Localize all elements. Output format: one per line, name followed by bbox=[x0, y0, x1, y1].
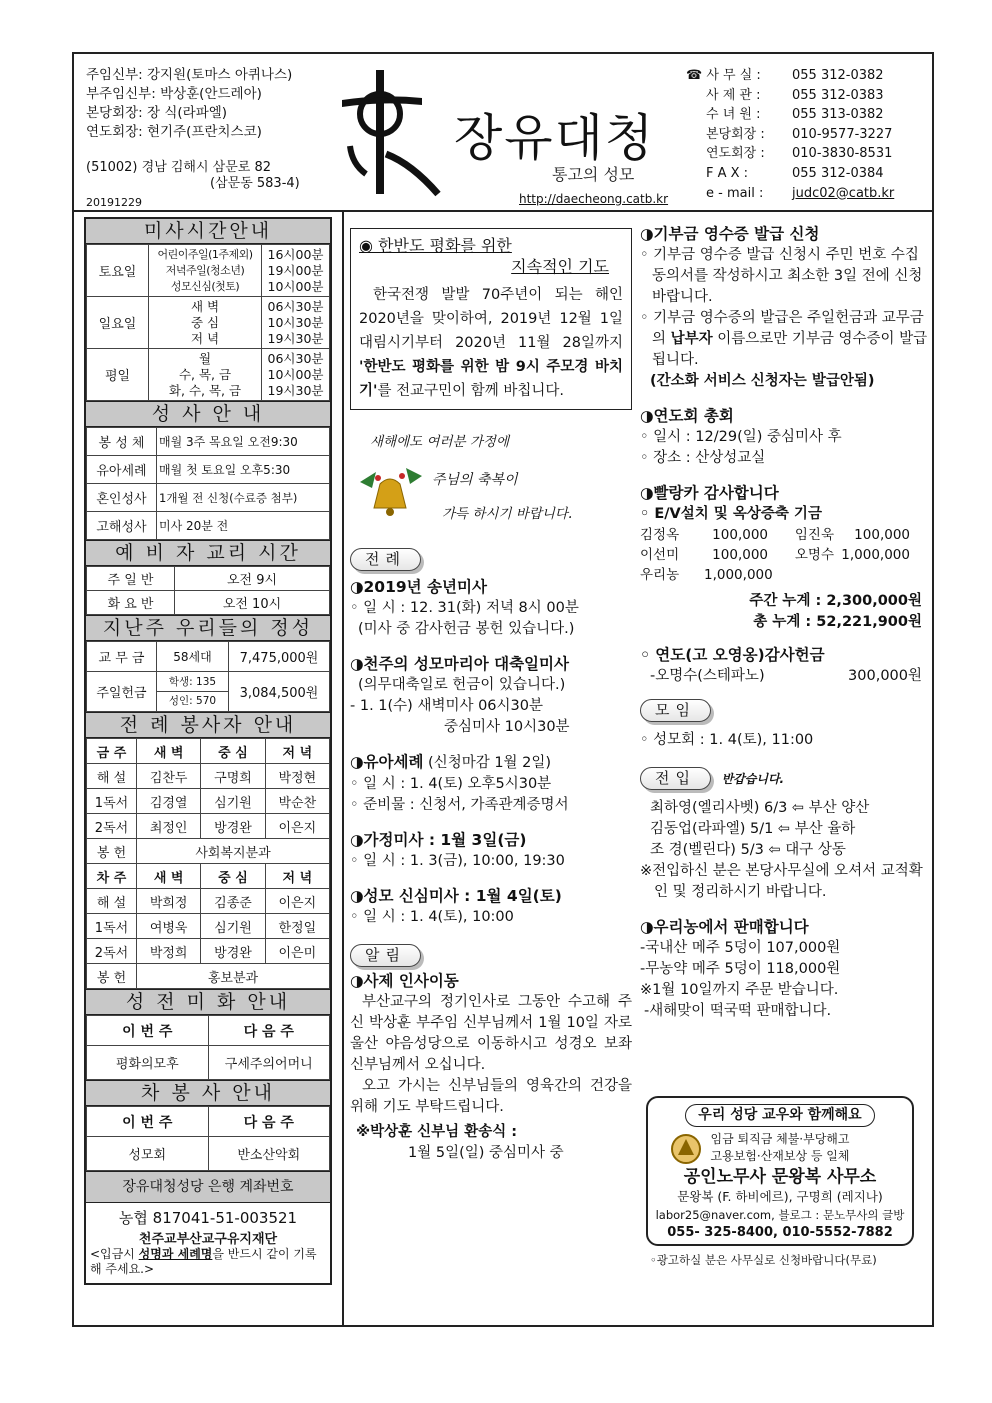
table-row bbox=[87, 1107, 330, 1137]
servers-cell: 해 설 bbox=[87, 889, 137, 914]
liturgy-line: ◦ 준비물 : 신청서, 가족관계증명서 bbox=[350, 797, 569, 813]
class-time: 오전 10시 bbox=[175, 591, 330, 615]
ad-note: ◦광고하실 분은 사무실로 신청바랍니다(무료) bbox=[650, 1253, 877, 1267]
contact-row bbox=[686, 184, 894, 204]
liturgy-line: (의무대축일로 헌금이 있습니다.) bbox=[358, 677, 566, 693]
liturgy-line: (미사 중 감사헌금 봉헌 있습니다.) bbox=[358, 621, 575, 637]
servers-cell: 여병욱 bbox=[137, 914, 201, 939]
notice-section bbox=[350, 944, 632, 1164]
list-item bbox=[640, 565, 930, 585]
ad-service: 고용보험·산재보상 등 일체 bbox=[710, 1149, 850, 1163]
newcomer-note: ※전입하신 분은 본당사무실에 오셔서 교적확인 및 정리하시기 바랍니다. bbox=[640, 863, 923, 900]
farewell-line: 1월 5일(일) 중심미사 중 bbox=[408, 1145, 564, 1161]
mass-names bbox=[149, 349, 262, 401]
prayer-body bbox=[359, 283, 623, 403]
contact-value: 055 312-0383 bbox=[792, 87, 884, 103]
table-row bbox=[87, 672, 330, 712]
staff-role: 본당회장: bbox=[86, 105, 143, 121]
offering-title: 지난주 우리들의 정성 bbox=[86, 615, 330, 641]
ad-office-name: 공인노무사 문왕복 사무소 bbox=[683, 1167, 877, 1187]
mass-name: 화, 수, 목, 금 bbox=[168, 382, 242, 398]
car-head: 이 번 주 bbox=[87, 1107, 209, 1137]
offering-amount: 3,084,500원 bbox=[229, 672, 330, 712]
contact-row bbox=[686, 66, 894, 86]
sale-line: -새해맞이 떡국떡 판매합니다. bbox=[644, 1003, 832, 1019]
contact-value: 010-3830-8531 bbox=[792, 146, 893, 162]
mass-time: 19시30분 bbox=[267, 382, 324, 398]
list-item: 김동업(라파엘) 5/1 ⇦ 부산 율하 bbox=[650, 821, 856, 837]
staff-role: 주임신부: bbox=[86, 67, 143, 83]
contact-value: 010-9577-3227 bbox=[792, 126, 893, 142]
servers-cell: 1독서 bbox=[87, 914, 137, 939]
sacrament-name: 혼인성사 bbox=[87, 484, 157, 512]
table-row bbox=[87, 591, 330, 615]
bank-account-number: 농협 817041-51-003521 bbox=[118, 1209, 298, 1227]
notice-heading: ◑사제 인사이동 bbox=[350, 972, 459, 990]
notice-heading: ◑연도회 총회 bbox=[640, 407, 734, 425]
middle-column bbox=[350, 214, 632, 1164]
contact-key: 본당회장 : bbox=[706, 126, 765, 142]
notice-line: ◦ E/V설치 및 옥상증축 기금 bbox=[640, 506, 822, 522]
address-line-1: (51002) 경남 김해시 삼문로 82 bbox=[86, 160, 272, 175]
notice-text: ◦ 기부금 영수증의 발급은 주일헌금과 교무금의 bbox=[640, 310, 924, 347]
flower-table bbox=[86, 1015, 330, 1080]
offering-count bbox=[157, 672, 229, 712]
table-row bbox=[87, 814, 330, 839]
phone-icon: ☎ bbox=[686, 68, 703, 83]
mass-time: 06시30분 bbox=[267, 350, 324, 366]
sacrament-info: 미사 20분 전 bbox=[157, 512, 330, 540]
email-link[interactable]: judc02@catb.kr bbox=[792, 185, 895, 201]
servers-cell: 박희정 bbox=[137, 889, 201, 914]
contact-key: 사 제 관 : bbox=[706, 87, 761, 103]
contact-row bbox=[686, 86, 894, 106]
contact-label bbox=[686, 66, 792, 86]
bank-note-emph: 성명과 세례명 bbox=[138, 1247, 213, 1261]
greeting-line: 새해에도 여러분 가정에 bbox=[370, 434, 509, 450]
staff-role: 부주임신부: bbox=[86, 86, 156, 102]
mass-time: 10시30분 bbox=[267, 314, 324, 330]
servers-col-head: 저 녁 bbox=[265, 739, 329, 764]
liturgy-heading: ◑성모 신심미사 : 1월 4일(토) bbox=[350, 887, 562, 905]
table-row bbox=[87, 914, 330, 939]
servers-cell: 봉 헌 bbox=[87, 964, 137, 989]
liturgy-heading: ◑2019년 송년미사 bbox=[350, 578, 487, 596]
notice-emph: 납부자 bbox=[670, 331, 713, 347]
newcomer-section bbox=[640, 767, 930, 903]
notice-heading: ◦ 연도(고 오영옹)감사헌금 bbox=[640, 646, 825, 664]
donor-amount: 1,000,000 bbox=[704, 567, 773, 583]
contact-key: 연도회장 : bbox=[706, 146, 765, 162]
mass-name: 저 녁 bbox=[190, 330, 220, 346]
servers-cell: 박정희 bbox=[137, 939, 201, 964]
table-row bbox=[87, 964, 330, 989]
donor-name: 임진욱 bbox=[794, 527, 834, 543]
greeting-line: 가득 하시기 바랍니다. bbox=[442, 506, 573, 522]
donor-name: -오명수(스테파노) bbox=[650, 668, 765, 684]
table-row bbox=[87, 889, 330, 914]
donor-amount: 1,000,000 bbox=[841, 547, 910, 563]
adult-count: 성인: 570 bbox=[168, 695, 217, 707]
contact-value: 055 313-0382 bbox=[792, 107, 884, 123]
liturgy-line: 중심미사 10시30분 bbox=[444, 719, 570, 735]
cross-logo-icon bbox=[342, 68, 452, 198]
christmas-bell-icon bbox=[356, 462, 426, 522]
header bbox=[74, 54, 932, 212]
notice-line bbox=[640, 308, 930, 371]
bank-title: 장유대청성당 은행 계좌번호 bbox=[86, 1171, 330, 1203]
servers-cell: 1독서 bbox=[87, 789, 137, 814]
meeting-tab: 모임 bbox=[640, 699, 711, 722]
parish-url-link[interactable]: http://daecheong.catb.kr bbox=[519, 192, 669, 206]
staff-row bbox=[86, 66, 292, 85]
parish-title: 장유대청 bbox=[454, 109, 656, 167]
contact-row bbox=[686, 144, 894, 164]
mass-time: 06시30분 bbox=[267, 298, 324, 314]
ad-heading: 우리 성당 교우와 함께해요 bbox=[685, 1104, 874, 1127]
staff-name: 현기주(프란치스코) bbox=[147, 124, 262, 140]
mass-names bbox=[149, 297, 262, 349]
car-head: 다 음 주 bbox=[208, 1107, 330, 1137]
liturgy-heading: ◑가정미사 : 1월 3일(금) bbox=[350, 831, 527, 849]
ad-phone: 055- 325-8400, 010-5552-7882 bbox=[667, 1225, 893, 1240]
contact-list bbox=[686, 66, 894, 203]
servers-col-head: 중 심 bbox=[201, 864, 265, 889]
mass-time: 19시30분 bbox=[267, 330, 324, 346]
sacrament-name: 봉 성 체 bbox=[87, 428, 157, 456]
mass-name: 수, 목, 금 bbox=[178, 366, 232, 382]
prayer-title: ◉ 한반도 평화를 위한 bbox=[359, 236, 512, 255]
column-divider bbox=[342, 212, 344, 1327]
mass-times-title: 미사시간안내 bbox=[86, 219, 330, 244]
list-item bbox=[640, 545, 930, 565]
mass-day: 일요일 bbox=[87, 297, 149, 349]
mass-name: 월 bbox=[198, 350, 212, 366]
servers-cell: 김경열 bbox=[137, 789, 201, 814]
staff-name: 강지원(토마스 아퀴나스) bbox=[147, 67, 293, 83]
donor-name: 김정옥 bbox=[640, 527, 680, 543]
greeting-line: 주님의 축복이 bbox=[432, 472, 518, 488]
grand-total: 총 누계 : 52,221,900원 bbox=[753, 614, 922, 630]
table-row bbox=[87, 764, 330, 789]
table-row bbox=[87, 1046, 330, 1080]
servers-cell: 2독서 bbox=[87, 939, 137, 964]
ad-people: 문왕복 (F. 하비에르), 구명희 (레지나) bbox=[677, 1189, 883, 1204]
table-row bbox=[87, 1137, 330, 1171]
staff-row bbox=[86, 104, 292, 123]
liturgy-heading-note: (신청마감 1월 2일) bbox=[423, 755, 552, 771]
mass-name: 새 벽 bbox=[190, 298, 220, 314]
liturgy-heading bbox=[350, 752, 632, 774]
car-service-title: 차 봉 사 안내 bbox=[86, 1080, 330, 1106]
donor-name: 이선미 bbox=[640, 547, 680, 563]
liturgy-line: ◦ 일 시 : 12. 31(화) 저녁 8시 00분 bbox=[350, 600, 579, 616]
sacrament-info: 1개월 전 신청(수료증 첨부) bbox=[157, 484, 330, 512]
flower-value: 구세주의어머니 bbox=[208, 1046, 330, 1080]
student-count: 학생: 135 bbox=[157, 673, 228, 692]
servers-col-head: 새 벽 bbox=[137, 739, 201, 764]
offering-kind: 주일헌금 bbox=[87, 672, 157, 712]
liturgy-line: ◦ 일 시 : 1. 4(토) 오후5시30분 bbox=[350, 776, 552, 792]
mass-time: 10시00분 bbox=[267, 366, 324, 382]
staff-row bbox=[86, 85, 292, 104]
servers-cell: 홍보분과 bbox=[137, 964, 330, 989]
servers-cell: 봉 헌 bbox=[87, 839, 137, 864]
donor-amount: 100,000 bbox=[854, 527, 910, 543]
servers-cell: 심기원 bbox=[201, 914, 265, 939]
contact-value: 055 312-0382 bbox=[792, 68, 884, 83]
notice-line: ◦ 장소 : 산상성교실 bbox=[640, 450, 766, 466]
sale-line: -무농약 메주 5덩이 118,000원 bbox=[640, 961, 841, 977]
prayer-text: 한국전쟁 발발 70주년이 되는 해인 2020년을 맞이하여, 2019년 12월 1일 대림시기부터 2020년 11월 28일까지 bbox=[359, 287, 623, 351]
car-service-table bbox=[86, 1106, 330, 1171]
sale-line: -국내산 메주 5덩이 107,000원 bbox=[640, 940, 841, 956]
sacrament-info: 매월 첫 토요일 오후5:30 bbox=[157, 456, 330, 484]
list-item: 조 경(벨린다) 5/3 ⇦ 대구 상동 bbox=[650, 842, 846, 858]
servers-cell: 해 설 bbox=[87, 764, 137, 789]
notice-body: 오고 가시는 신부님들의 영육간의 건강을 위해 기도 부탁드립니다. bbox=[350, 1078, 632, 1115]
notice-line: (간소화 서비스 신청자는 발급안됨) bbox=[650, 373, 875, 389]
farewell-line: ※박상훈 신부님 환송식 : bbox=[356, 1124, 518, 1140]
contact-key: e - mail : bbox=[706, 185, 764, 201]
mass-time: 16시00분 bbox=[267, 246, 324, 262]
contact-value: 055 312-0384 bbox=[792, 165, 884, 181]
notice-tab: 알림 bbox=[350, 944, 421, 967]
servers-col-head: 중 심 bbox=[201, 739, 265, 764]
staff-list bbox=[86, 66, 292, 142]
liturgy-heading-text: ◑유아세례 bbox=[350, 753, 424, 771]
contact-row bbox=[686, 125, 894, 145]
new-year-greeting bbox=[350, 428, 632, 536]
offering-count: 58세대 bbox=[157, 642, 229, 672]
car-value: 반소산악회 bbox=[208, 1137, 330, 1171]
contact-row bbox=[686, 105, 894, 125]
table-row bbox=[87, 484, 330, 512]
flower-title: 성 전 미 화 안내 bbox=[86, 989, 330, 1015]
notice-heading: ◑기부금 영수증 발급 신청 bbox=[640, 225, 820, 243]
notice-line: ◦ 일시 : 12/29(일) 중심미사 후 bbox=[640, 429, 842, 445]
offering-table bbox=[86, 641, 330, 712]
offering-amount: 7,475,000원 bbox=[229, 642, 330, 672]
mass-name: 성모신심(첫토) bbox=[170, 279, 240, 293]
table-row bbox=[87, 642, 330, 672]
table-row bbox=[87, 789, 330, 814]
notice-body: 부산교구의 정기인사로 그동안 수고해 주신 박상훈 부주임 신부님께서 1월 10일 자로 울산 야음성당으로 이동하시고 성경오 보좌신부님께서 오십니다. bbox=[350, 994, 632, 1073]
sale-line: ※1월 10일까지 주문 받습니다. bbox=[640, 982, 839, 998]
servers-cell: 이은지 bbox=[265, 814, 329, 839]
donor-amount: 300,000원 bbox=[848, 668, 922, 684]
table-row bbox=[87, 567, 330, 591]
table-row bbox=[87, 245, 330, 297]
ad-service: 임금 퇴직금 체불·부당해고 bbox=[710, 1132, 850, 1146]
donor-list bbox=[640, 525, 930, 585]
notice-line: ◦ 기부금 영수증 발급 신청시 주민 번호 수집 동의서를 작성하시고 최소한 3일 전에 신청바랍니다. bbox=[640, 247, 923, 305]
meeting-line: ◦ 성모회 : 1. 4(토), 11:00 bbox=[640, 732, 814, 748]
servers-table bbox=[86, 738, 330, 989]
servers-col-head: 새 벽 bbox=[137, 864, 201, 889]
servers-cell: 심기원 bbox=[201, 789, 265, 814]
peace-prayer-box bbox=[350, 228, 632, 410]
mass-day: 토요일 bbox=[87, 245, 149, 297]
meeting-section bbox=[640, 699, 930, 751]
servers-col-head: 저 녁 bbox=[265, 864, 329, 889]
sacrament-name: 유아세례 bbox=[87, 456, 157, 484]
staff-name: 박상훈(안드레아) bbox=[160, 86, 262, 102]
bank-account-holder: 천주교부산교구유지재단 bbox=[138, 1232, 278, 1247]
servers-cell: 박순찬 bbox=[265, 789, 329, 814]
catechism-table bbox=[86, 566, 330, 615]
contact-key: F A X : bbox=[706, 165, 749, 181]
weekly-total: 주간 누계 : 2,300,000원 bbox=[749, 593, 922, 609]
class-name: 주 일 반 bbox=[87, 567, 175, 591]
liturgy-tab: 전례 bbox=[350, 548, 421, 571]
flower-head: 이 번 주 bbox=[87, 1016, 209, 1046]
servers-col-head: 차 주 bbox=[87, 864, 137, 889]
catechism-title: 예 비 자 교리 시간 bbox=[86, 540, 330, 566]
servers-title: 전 례 봉사자 안내 bbox=[86, 712, 330, 738]
staff-row bbox=[86, 123, 292, 142]
servers-cell: 김종준 bbox=[201, 889, 265, 914]
servers-cell: 이은지 bbox=[265, 889, 329, 914]
mass-times bbox=[262, 349, 330, 401]
notice-heading: ◑빨랑카 감사합니다 bbox=[640, 484, 779, 502]
mass-name: 저녁주일(청소년) bbox=[165, 263, 245, 277]
welcome-text: 반갑습니다. bbox=[721, 772, 785, 786]
bulletin-page bbox=[72, 52, 934, 1327]
bank-info bbox=[86, 1203, 330, 1283]
newcomer-tab: 전입 bbox=[640, 767, 711, 790]
liturgy-line: - 1. 1(수) 새벽미사 06시30분 bbox=[350, 698, 543, 714]
notice-text: 이름으로만 기부금 영수증이 발급됩니다. bbox=[652, 331, 928, 368]
flower-value: 평화의모후 bbox=[87, 1046, 209, 1080]
mass-day: 평일 bbox=[87, 349, 149, 401]
bank-note-text: 을 반드시 같이 기록해 주세요.> bbox=[90, 1247, 317, 1276]
ad-blog: labor25@naver.com, 블로그 : 문노무사의 글방 bbox=[655, 1208, 905, 1222]
liturgy-line: ◦ 일 시 : 1. 3(금), 10:00, 19:30 bbox=[350, 853, 565, 869]
servers-cell: 한정일 bbox=[265, 914, 329, 939]
contact-key: 사 무 실 : bbox=[706, 68, 761, 83]
donor-name: 우리농 bbox=[640, 567, 680, 583]
notice-line bbox=[640, 666, 930, 687]
servers-cell: 박정현 bbox=[265, 764, 329, 789]
flower-head: 다 음 주 bbox=[208, 1016, 330, 1046]
table-row bbox=[87, 864, 330, 889]
table-row bbox=[87, 939, 330, 964]
offering-kind: 교 무 금 bbox=[87, 642, 157, 672]
servers-cell: 2독서 bbox=[87, 814, 137, 839]
table-row bbox=[87, 1016, 330, 1046]
servers-cell: 방경완 bbox=[201, 814, 265, 839]
sacrament-info: 매월 3주 목요일 오전9:30 bbox=[157, 428, 330, 456]
mass-times-table bbox=[86, 244, 330, 401]
liturgy-heading: ◑천주의 성모마리아 대축일미사 bbox=[350, 655, 569, 673]
table-row bbox=[87, 739, 330, 764]
contact-row bbox=[686, 164, 894, 184]
car-value: 성모회 bbox=[87, 1137, 209, 1171]
staff-name: 장 식(라파엘) bbox=[147, 105, 228, 121]
mass-times bbox=[262, 245, 330, 297]
servers-cell: 최정인 bbox=[137, 814, 201, 839]
table-row bbox=[87, 297, 330, 349]
sacraments-table bbox=[86, 427, 330, 540]
prayer-text: 를 전교구민이 함께 바칩니다. bbox=[377, 383, 564, 399]
table-row bbox=[87, 456, 330, 484]
prayer-emph: '한반도 평화를 위한 밤 9시 주모경 바치기' bbox=[359, 359, 623, 399]
contact-key: 수 녀 원 : bbox=[706, 107, 761, 123]
sacraments-title: 성 사 안 내 bbox=[86, 401, 330, 427]
prayer-title: 지속적인 기도 bbox=[511, 257, 609, 276]
class-name: 화 요 반 bbox=[87, 591, 175, 615]
issue-date: 20191229 bbox=[86, 196, 142, 209]
mass-name: 중 심 bbox=[190, 314, 220, 330]
left-column bbox=[84, 217, 332, 1285]
liturgy-line: ◦ 일 시 : 1. 4(토), 10:00 bbox=[350, 909, 514, 925]
table-row bbox=[87, 349, 330, 401]
table-row bbox=[87, 839, 330, 864]
servers-cell: 사회복지분과 bbox=[137, 839, 330, 864]
mass-times bbox=[262, 297, 330, 349]
servers-cell: 방경완 bbox=[201, 939, 265, 964]
ad-services bbox=[648, 1131, 912, 1165]
table-row bbox=[87, 428, 330, 456]
bank-note-text: <입금시 bbox=[90, 1247, 139, 1261]
address-line-2: (삼문동 583-4) bbox=[210, 176, 300, 191]
donor-amount: 100,000 bbox=[712, 547, 768, 563]
staff-role: 연도회장: bbox=[86, 124, 143, 140]
donor-amount: 100,000 bbox=[712, 527, 768, 543]
labor-attorney-badge-icon bbox=[670, 1133, 702, 1165]
list-item: 최하영(엘리사벳) 6/3 ⇦ 부산 양산 bbox=[650, 800, 870, 816]
class-time: 오전 9시 bbox=[175, 567, 330, 591]
servers-col-head: 금 주 bbox=[87, 739, 137, 764]
servers-cell: 이은미 bbox=[265, 939, 329, 964]
address bbox=[86, 160, 300, 192]
mass-name: 어린이주일(1주제외) bbox=[157, 247, 253, 261]
servers-cell: 김찬두 bbox=[137, 764, 201, 789]
sacrament-name: 고해성사 bbox=[87, 512, 157, 540]
bank-note bbox=[90, 1247, 326, 1277]
liturgy-section bbox=[350, 548, 632, 928]
table-row bbox=[87, 512, 330, 540]
mass-time: 10시00분 bbox=[267, 278, 324, 294]
parish-subtitle: 통고의 성모 bbox=[552, 165, 635, 184]
mass-names bbox=[149, 245, 262, 297]
list-item bbox=[640, 525, 930, 545]
servers-cell: 구명희 bbox=[201, 764, 265, 789]
labor-ad-box bbox=[646, 1096, 914, 1246]
mass-time: 19시00분 bbox=[267, 262, 324, 278]
notice-heading: ◑우리농에서 판매합니다 bbox=[640, 918, 809, 936]
donor-name: 오명수 bbox=[794, 547, 834, 563]
right-column bbox=[640, 214, 930, 1267]
